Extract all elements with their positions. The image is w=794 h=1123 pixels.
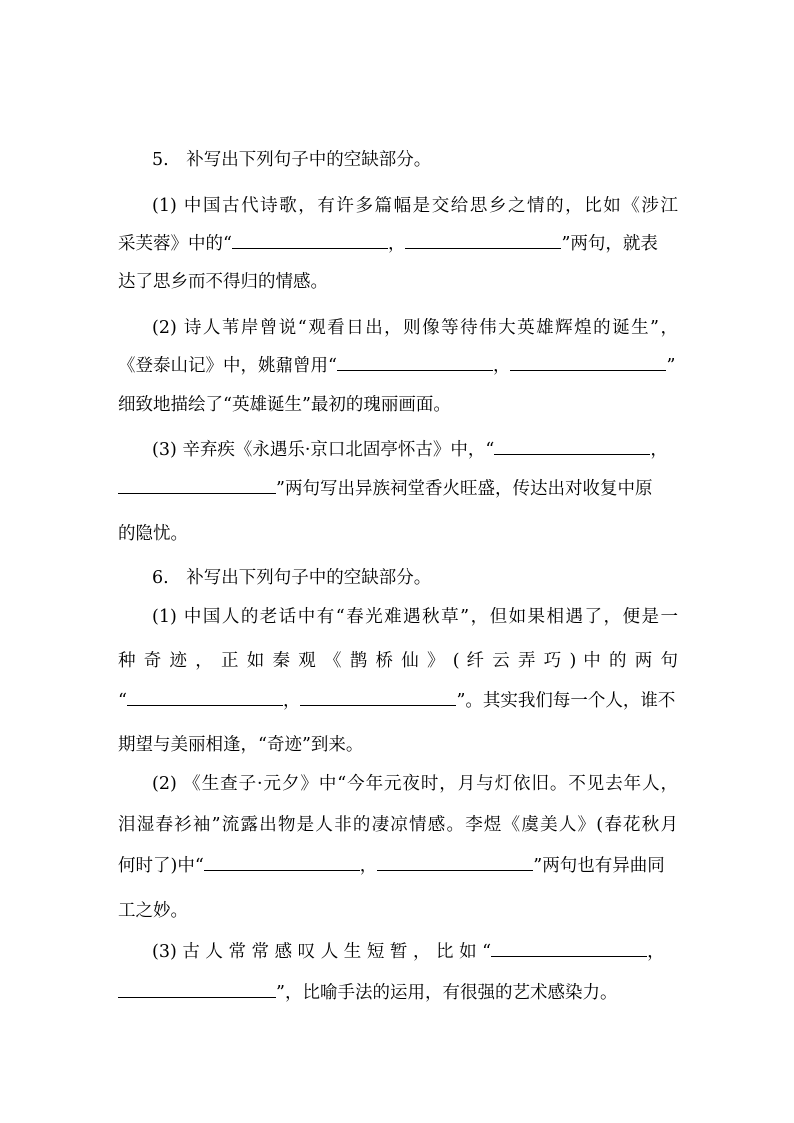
answer-blank[interactable]	[127, 704, 283, 706]
question-5-heading: 5. 补写出下列句子中的空缺部分。	[152, 150, 432, 170]
q5-item1-line3: 达了思乡而不得归的情感。	[118, 272, 328, 292]
q6-item2-line3	[118, 854, 678, 878]
q6-item1-text-b: ，	[282, 691, 301, 711]
q5-item2-line3: 细致地描绘了“英雄诞生”最初的瑰丽画面。	[118, 395, 451, 415]
q5-item1-line1: (1) 中国古代诗歌，有许多篇幅是交给思乡之情的，比如《涉江	[152, 196, 678, 216]
q5-item1-text-c: ”两句，就表	[561, 234, 658, 254]
q5-item3-line2	[118, 477, 678, 501]
answer-blank[interactable]	[118, 996, 276, 998]
answer-blank[interactable]	[405, 247, 561, 249]
q5-item3-text-a: (3) 辛弃疾《永遇乐·京口北固亭怀古》中，“	[152, 440, 495, 460]
q6-item2-line4: 工之妙。	[118, 901, 188, 921]
q5-item1-text-a: 采芙蓉》中的“	[118, 234, 232, 254]
q5-item2-text-a: 《登泰山记》中，姚鼐曾用“	[118, 356, 337, 376]
answer-blank[interactable]	[204, 869, 360, 871]
q6-item2-text-a: 何时了)中“	[118, 856, 204, 876]
q6-item2-line1: (2) 《生查子·元夕》中“今年元夜时，月与灯依旧。不见去年人，	[152, 774, 678, 794]
q6-item2-text-b: ，	[359, 856, 378, 876]
answer-blank[interactable]	[118, 492, 276, 494]
q5-item2-line1: (2) 诗人苇岸曾说“观看日出，则像等待伟大英雄辉煌的诞生”，	[152, 318, 678, 338]
answer-blank[interactable]	[300, 704, 456, 706]
q5-item3-line1	[152, 438, 678, 462]
q6-item3-line1	[152, 940, 678, 964]
q6-item3-text-b: ，	[647, 942, 665, 962]
q5-item1-line2	[118, 232, 678, 256]
q5-item3-line3: 的隐忧。	[118, 524, 188, 544]
q5-item2-text-c: ”	[666, 356, 676, 376]
q6-item1-line1: (1) 中国人的老话中有“春光难遇秋草”，但如果相遇了，便是一	[152, 607, 678, 627]
q6-item2-text-c: ”两句也有异曲同	[533, 856, 665, 876]
answer-blank[interactable]	[494, 453, 650, 455]
q5-item1-text-b: ，	[387, 234, 406, 254]
answer-blank[interactable]	[510, 369, 666, 371]
q6-item1-text-a: “	[118, 691, 127, 711]
q5-item3-text-b: ，	[650, 440, 668, 460]
q6-item1-text-c: ”。其实我们每一个人，谁不	[456, 691, 676, 711]
q6-item3-line2	[118, 981, 678, 1005]
q5-item3-text-c: ”两句写出异族祠堂香火旺盛，传达出对收复中原	[276, 479, 653, 499]
answer-blank[interactable]	[337, 369, 493, 371]
answer-blank[interactable]	[377, 869, 533, 871]
answer-blank[interactable]	[491, 955, 647, 957]
q6-item3-text-c: ”，比喻手法的运用，有很强的艺术感染力。	[276, 983, 618, 1003]
q6-item1-line4: 期望与美丽相逢，“奇迹”到来。	[118, 735, 364, 755]
answer-blank[interactable]	[232, 247, 388, 249]
q6-item2-line2: 泪湿春衫袖”流露出物是人非的凄凉情感。李煜《虞美人》(春花秋月	[118, 815, 678, 835]
q6-item1-line3	[118, 689, 678, 713]
q5-item2-line2	[118, 354, 678, 378]
q6-item3-text-a: (3) 古 人 常 常 感 叹 人 生 短 暂 ， 比 如 “	[152, 942, 492, 962]
question-6-heading: 6. 补写出下列句子中的空缺部分。	[152, 568, 432, 588]
q5-item2-text-b: ，	[492, 356, 511, 376]
q6-item1-line2: 种 奇 迹 ， 正 如 秦 观 《 鹊 桥 仙 》 ( 纤 云 弄 巧 ) 中 的 两 句	[118, 651, 678, 671]
